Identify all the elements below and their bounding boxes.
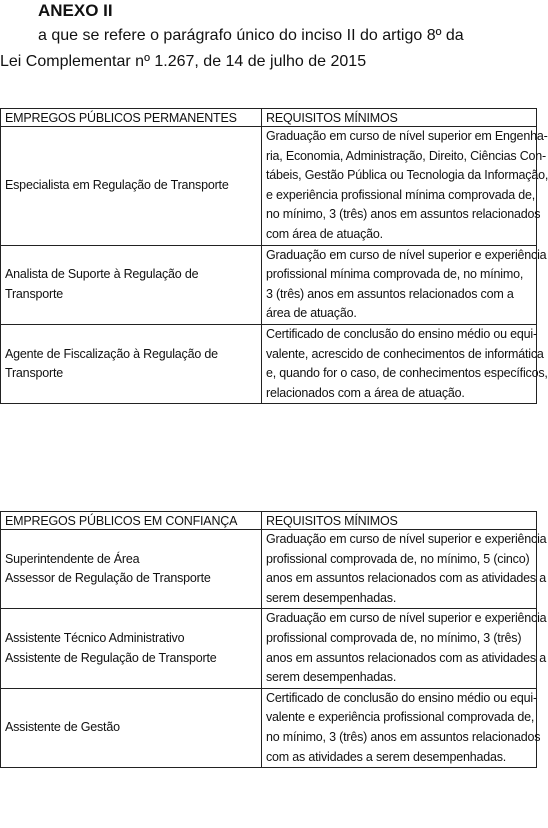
requirement-line: e experiência profissional mínima comprovada de, — [266, 187, 536, 202]
requirement-line: com as atividades a serem desempenhadas. — [266, 749, 507, 764]
requirement-line: valente e experiência profissional comprovada de, — [266, 710, 535, 725]
column-header-requirements: REQUISITOS MÍNIMOS — [262, 109, 537, 127]
requirement-line: anos em assuntos relacionados com as atividades a — [266, 650, 546, 665]
requirement-line: profissional comprovada de, no mínimo, 3 (três) — [266, 630, 522, 645]
annex-subtitle-line-2: Lei Complementar nº 1.267, de 14 de julho de 2015 — [0, 53, 367, 70]
requirement-line: com área de atuação. — [266, 226, 383, 241]
annex-title: ANEXO II — [38, 1, 113, 20]
job-title: Assessor de Regulação de Transporte — [5, 571, 211, 586]
requirement-cell — [262, 245, 547, 324]
job-title: Assistente Técnico Administrativo — [5, 630, 185, 645]
table-header-row — [1, 512, 537, 530]
requirement-cell — [262, 530, 547, 609]
job-title-cell — [1, 245, 262, 324]
requirement-line: Certificado de conclusão do ensino médio ou equi- — [266, 326, 537, 341]
annex-subtitle-line-1: a que se refere o parágrafo único do inciso II do artigo 8º da — [38, 27, 464, 44]
table-row — [1, 324, 537, 403]
job-title-cell — [1, 609, 262, 688]
requirement-line: Certificado de conclusão do ensino médio ou equi- — [266, 690, 537, 705]
job-title: Analista de Suporte à Regulação de Transporte — [5, 267, 199, 301]
job-title: Assistente de Gestão — [5, 720, 120, 735]
trust-jobs-table — [0, 511, 547, 768]
requirement-cell — [262, 127, 548, 246]
job-title: Especialista em Regulação de Transporte — [5, 177, 229, 192]
table-row — [1, 609, 537, 688]
requirement-line: profissional mínima comprovada de, no mínimo, — [266, 267, 524, 282]
requirement-line: relacionados com a área de atuação. — [266, 385, 465, 400]
requirement-line: Graduação em curso de nível superior em Engenha- — [266, 129, 548, 143]
requirement-line: Graduação em curso de nível superior e experiência — [266, 532, 547, 546]
table-row — [1, 127, 537, 246]
requirement-line: 3 (três) anos em assuntos relacionados com a — [266, 286, 514, 301]
job-title-cell — [1, 127, 262, 246]
table-row — [1, 688, 537, 767]
requirement-line: Graduação em curso de nível superior e experiência — [266, 611, 547, 626]
job-title-cell — [1, 688, 262, 767]
column-header-requirements: REQUISITOS MÍNIMOS — [262, 512, 537, 530]
requirement-line: e, quando for o caso, de conhecimentos específicos, — [266, 366, 548, 381]
job-title: Assistente de Regulação de Transporte — [5, 650, 217, 665]
requirement-line: no mínimo, 3 (três) anos em assuntos relacionados — [266, 729, 541, 744]
requirement-cell — [262, 688, 541, 767]
column-header-jobs: EMPREGOS PÚBLICOS EM CONFIANÇA — [1, 512, 262, 530]
job-title-cell — [1, 530, 262, 609]
requirement-line: Graduação em curso de nível superior e experiência — [266, 247, 547, 262]
requirement-cell — [262, 324, 548, 403]
requirement-line: tábeis, Gestão Pública ou Tecnologia da Informação, — [266, 168, 548, 183]
table-row — [1, 530, 537, 609]
requirement-line: anos em assuntos relacionados com as atividades a — [266, 571, 546, 586]
table-row — [1, 245, 537, 324]
job-title-cell — [1, 324, 262, 403]
requirement-line: serem desempenhadas. — [266, 670, 397, 685]
requirement-line: valente, acrescido de conhecimentos de informática — [266, 346, 544, 361]
job-title: Superintendente de Área — [5, 551, 140, 566]
requirement-line: ria, Economia, Administração, Direito, Ciências Con- — [266, 148, 546, 163]
permanent-jobs-table — [0, 108, 548, 404]
requirement-line: profissional comprovada de, no mínimo, 5 (cinco) — [266, 551, 530, 566]
job-title: Agente de Fiscalização à Regulação de Transporte — [5, 346, 218, 381]
column-header-jobs: EMPREGOS PÚBLICOS PERMANENTES — [1, 109, 262, 127]
requirement-line: serem desempenhadas. — [266, 590, 397, 605]
requirement-line: no mínimo, 3 (três) anos em assuntos relacionados — [266, 207, 541, 222]
requirement-line: área de atuação. — [266, 306, 357, 321]
table-header-row — [1, 109, 537, 127]
requirement-cell — [262, 609, 547, 688]
